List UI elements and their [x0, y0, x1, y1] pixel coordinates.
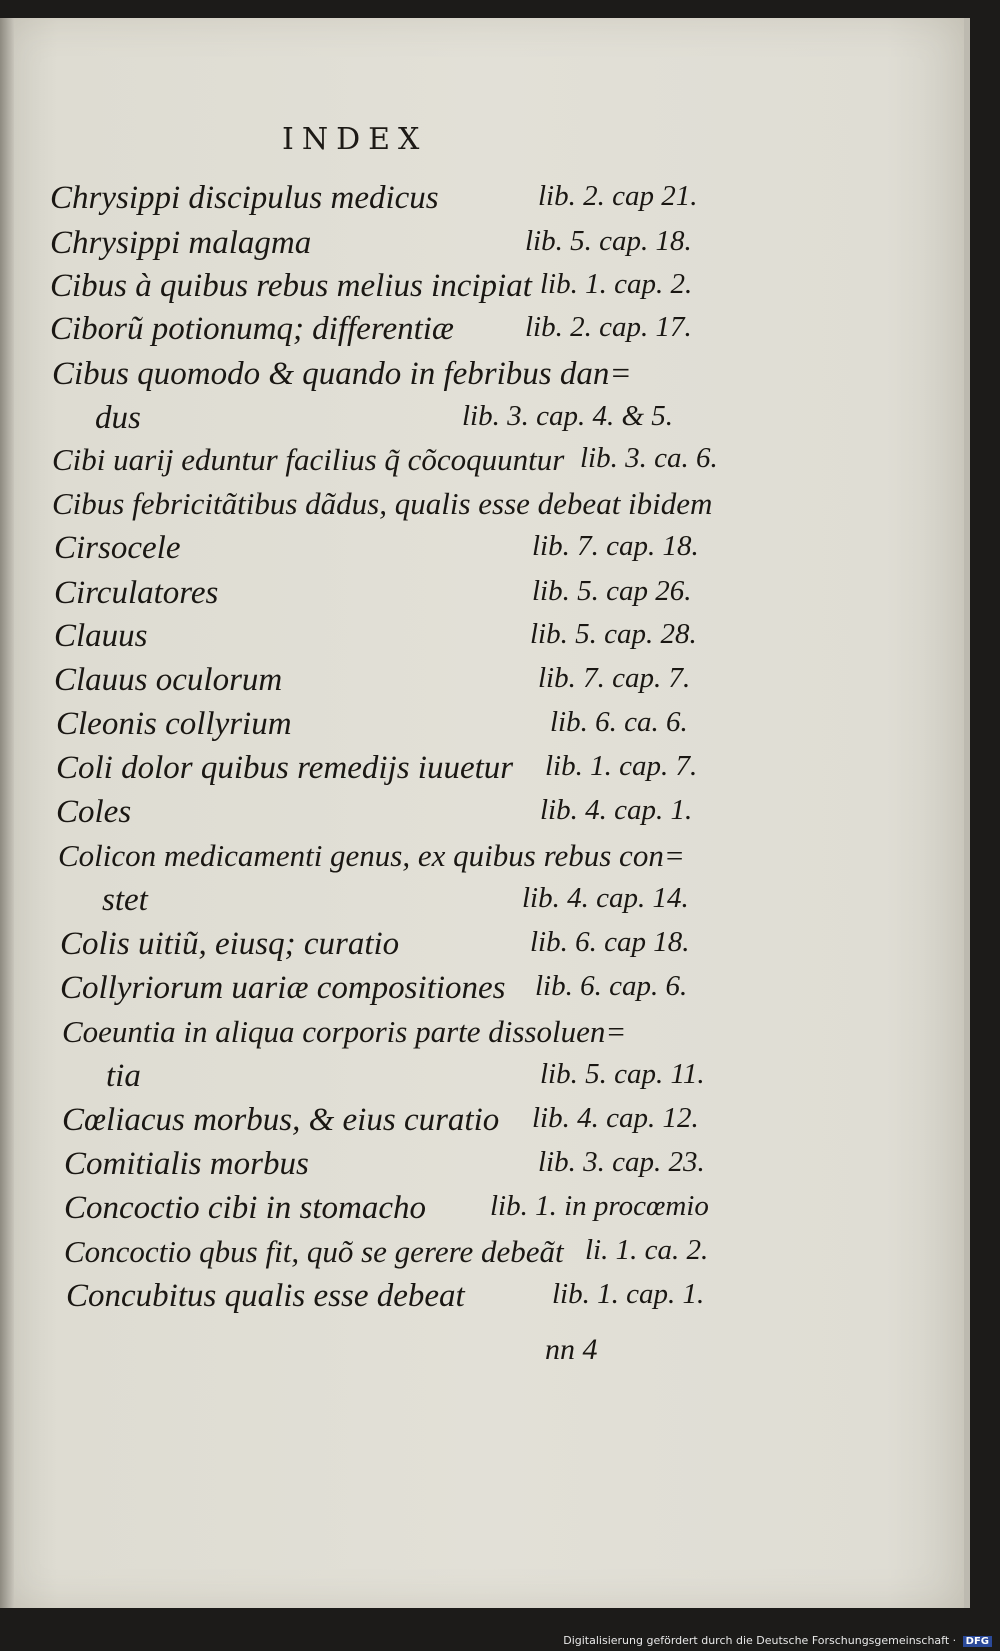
entry-ref: lib. 1. cap. 7.	[545, 750, 698, 782]
entry-ref: lib. 1. in procœmio	[490, 1190, 709, 1222]
index-entry	[0, 1146, 964, 1190]
entry-ref: lib. 7. cap. 7.	[538, 662, 691, 694]
entry-ref: lib. 6. cap. 6.	[535, 970, 688, 1002]
entry-term: Cibus febricitãtibus dãdus, qualis esse debeat ibidem	[52, 486, 713, 521]
entry-term: Ciborũ potionumq; differentiæ	[50, 311, 454, 347]
index-entry	[0, 486, 964, 530]
entry-ref: lib. 6. ca. 6.	[550, 706, 688, 738]
entry-ref: lib. 6. cap 18.	[530, 926, 690, 958]
index-entry	[0, 530, 964, 574]
index-entry	[0, 1234, 964, 1278]
entry-term: Circulatores	[54, 575, 219, 611]
entry-term: Cibi uarij eduntur facilius q̃ cõcoquuntur	[52, 442, 565, 477]
index-entry	[0, 1190, 964, 1234]
index-entry	[0, 356, 964, 400]
index-entry	[0, 1014, 964, 1058]
entry-term: Concubitus qualis esse debeat	[66, 1278, 465, 1314]
index-entry	[0, 1058, 964, 1102]
entry-term: Coeuntia in aliqua corporis parte dissoluen=	[62, 1014, 627, 1049]
index-entry	[0, 618, 964, 662]
credit-text: Digitalisierung gefördert durch die Deutsche Forschungsgemeinschaft ·	[563, 1634, 957, 1647]
index-entry	[0, 970, 964, 1014]
entry-ref: lib. 4. cap. 12.	[532, 1102, 699, 1134]
index-entry	[0, 1102, 964, 1146]
entry-ref: lib. 3. cap. 23.	[538, 1146, 705, 1178]
dfg-logo: DFG	[963, 1636, 992, 1647]
index-entry	[0, 311, 964, 355]
index-entry	[0, 750, 964, 794]
entry-term: Colicon medicamenti genus, ex quibus rebus con=	[58, 838, 685, 873]
entry-term: Cibus à quibus rebus melius incipiat	[50, 268, 532, 304]
entry-ref: lib. 2. cap 21.	[538, 180, 698, 212]
index-entry	[0, 706, 964, 750]
index-entry	[0, 442, 964, 486]
entry-term: Coli dolor quibus remedijs iuuetur	[56, 750, 514, 786]
entry-ref: li. 1. ca. 2.	[585, 1234, 709, 1266]
index-entry	[0, 225, 964, 269]
entry-term: Cleonis collyrium	[56, 706, 292, 742]
signature-mark: nn 4	[545, 1333, 598, 1366]
entry-ref: lib. 5. cap. 11.	[540, 1058, 705, 1090]
entry-term: Cœliacus morbus, & eius curatio	[62, 1102, 500, 1138]
entry-ref: lib. 5. cap. 28.	[530, 618, 697, 650]
entry-ref: lib. 1. cap. 1.	[552, 1278, 705, 1310]
entry-term: tia	[106, 1058, 141, 1094]
entry-term: Chrysippi malagma	[50, 225, 312, 261]
entry-term: Colis uitiũ, eiusq; curatio	[60, 926, 400, 962]
entry-ref: lib. 4. cap. 1.	[540, 794, 693, 826]
entry-ref: lib. 3. cap. 4. & 5.	[462, 400, 674, 432]
entry-ref: lib. 3. ca. 6.	[580, 442, 718, 474]
page-header: INDEX	[282, 122, 428, 157]
entry-term: Clauus	[54, 618, 148, 654]
index-entry	[0, 662, 964, 706]
entry-term: Chrysippi discipulus medicus	[50, 180, 439, 216]
index-entry	[0, 882, 964, 926]
entry-term: Coles	[56, 794, 132, 830]
entry-ref: lib. 7. cap. 18.	[532, 530, 699, 562]
entry-ref: lib. 2. cap. 17.	[525, 311, 692, 343]
entry-term: Comitialis morbus	[64, 1146, 309, 1182]
entry-term: Cirsocele	[54, 530, 181, 566]
index-entry	[0, 575, 964, 619]
entry-term: Cibus quomodo & quando in febribus dan=	[52, 356, 632, 392]
entry-ref: lib. 4. cap. 14.	[522, 882, 689, 914]
index-entry	[0, 838, 964, 882]
entry-ref: lib. 5. cap 26.	[532, 575, 692, 607]
entry-term: dus	[95, 400, 141, 436]
index-entry	[0, 794, 964, 838]
index-entry	[0, 926, 964, 970]
entry-ref: lib. 5. cap. 18.	[525, 225, 692, 257]
entry-term: Collyriorum uariæ compositiones	[60, 970, 506, 1006]
entry-term: Concoctio qbus fit, quõ se gerere debeãt	[64, 1234, 564, 1269]
index-entry	[0, 1278, 964, 1322]
index-entry	[0, 180, 964, 224]
entry-ref: lib. 1. cap. 2.	[540, 268, 693, 300]
digitization-credit	[563, 1634, 992, 1647]
entry-term: Clauus oculorum	[54, 662, 283, 698]
index-entry	[0, 268, 964, 312]
index-entry	[0, 400, 964, 444]
entry-term: Concoctio cibi in stomacho	[64, 1190, 427, 1226]
entry-term: stet	[102, 882, 148, 918]
